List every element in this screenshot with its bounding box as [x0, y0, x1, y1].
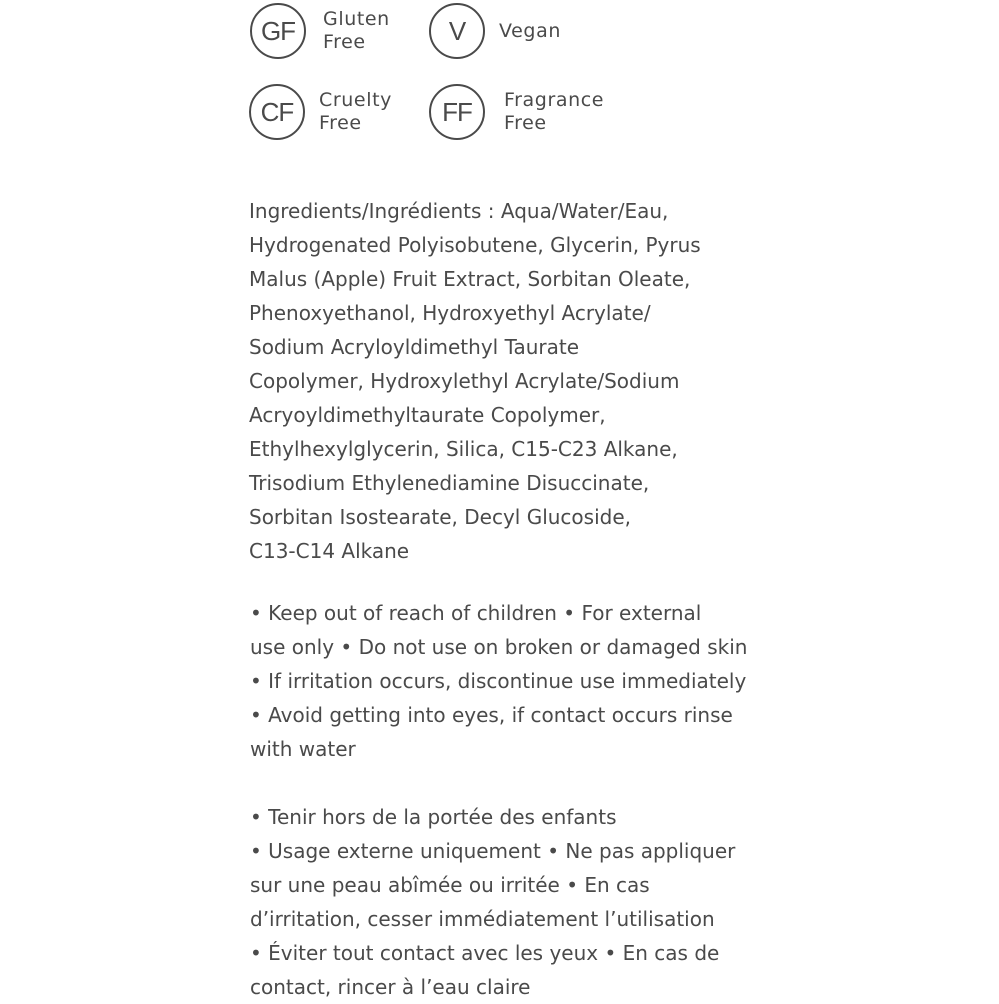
warning-line: • Keep out of reach of children • For external [250, 601, 702, 625]
ingredients-text [249, 194, 769, 568]
ingredients-line: Sorbitan Isostearate, Decyl Glucoside, [249, 505, 632, 529]
warning-line: • Avoid getting into eyes, if contact occurs rinse [250, 703, 733, 727]
warnings-french [250, 800, 770, 1004]
vegan-badge [429, 3, 561, 59]
fragrance-free-icon: FF [429, 84, 485, 140]
gluten-free-label [323, 8, 390, 54]
ingredients-line: Copolymer, Hydroxylethyl Acrylate/Sodium [249, 369, 680, 393]
warning-line: use only • Do not use on broken or damaged skin [250, 635, 748, 659]
fragrance-free-badge [429, 84, 604, 140]
ingredients-line: Malus (Apple) Fruit Extract, Sorbitan Oleate, [249, 267, 691, 291]
vegan-icon: V [429, 3, 485, 59]
ingredients-line: Sodium Acryloyldimethyl Taurate [249, 335, 580, 359]
warning-line: • Éviter tout contact avec les yeux • En cas de [250, 941, 720, 965]
ingredients-line: Phenoxyethanol, Hydroxyethyl Acrylate/ [249, 301, 651, 325]
badge-label-line: Fragrance [504, 89, 605, 111]
warning-line: • Usage externe uniquement • Ne pas appliquer [250, 839, 736, 863]
badge-label-line: Free [323, 31, 366, 53]
warning-line: with water [250, 737, 356, 761]
ingredients-line: Hydrogenated Polyisobutene, Glycerin, Pyrus [249, 233, 701, 257]
badge-label-line: Free [504, 112, 547, 134]
cruelty-free-badge [249, 84, 392, 140]
ingredients-line: Trisodium Ethylenediamine Disuccinate, [249, 471, 650, 495]
ingredients-line: Ingredients/Ingrédients : Aqua/Water/Eau, [249, 199, 669, 223]
badge-label-line: Vegan [499, 19, 561, 42]
ingredients-line: C13-C14 Alkane [249, 539, 410, 563]
warning-line: d’irritation, cesser immédiatement l’utilisation [250, 907, 715, 931]
fragrance-free-label [504, 89, 604, 135]
badge-label-line: Cruelty [319, 89, 392, 111]
cruelty-free-icon: CF [249, 84, 305, 140]
warning-line: sur une peau abîmée ou irritée • En cas [250, 873, 650, 897]
vegan-label [499, 20, 561, 43]
gluten-free-badge [250, 3, 390, 59]
warning-line: contact, rincer à l’eau claire [250, 975, 531, 999]
ingredients-line: Ethylhexylglycerin, Silica, C15-C23 Alkane, [249, 437, 678, 461]
warnings-english [250, 596, 770, 766]
warning-line: • Tenir hors de la portée des enfants [250, 805, 617, 829]
badge-label-line: Gluten [323, 8, 390, 30]
ingredients-line: Acryoyldimethyltaurate Copolymer, [249, 403, 606, 427]
badge-label-line: Free [319, 112, 362, 134]
warning-line: • If irritation occurs, discontinue use immediately [250, 669, 747, 693]
cruelty-free-label [319, 89, 392, 135]
gluten-free-icon: GF [250, 3, 306, 59]
